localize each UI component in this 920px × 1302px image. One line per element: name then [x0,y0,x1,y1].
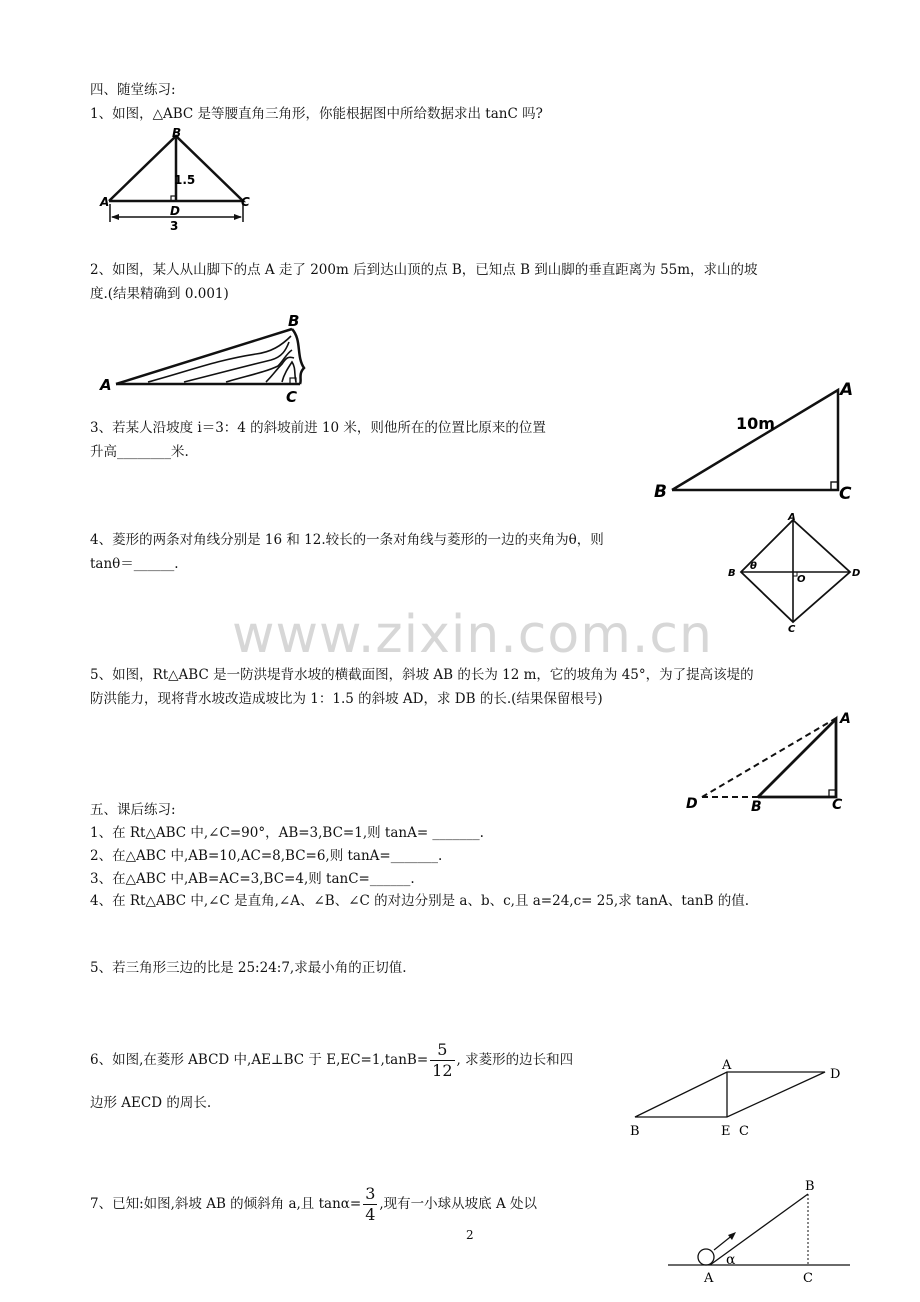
fig6-label-d: D [830,1067,841,1082]
figure-isosceles-triangle [100,124,260,234]
fig4-label-o: O [797,574,806,585]
q4-4-text-line1: 4、菱形的两条对角线分别是 16 和 12.较长的一条对角线与菱形的一边的夹角为θ，则 [90,532,604,548]
q4-1-text: 1、如图，△ABC 是等腰直角三角形，你能根据图中所给数据求出 tanC 吗? [90,106,543,122]
q5-4-text: 4、在 Rt△ABC 中,∠C 是直角,∠A、∠B、∠C 的对边分别是 a、b、c,且 a=24,c= 25,求 tanA、tanB 的值. [90,893,750,909]
fig5-label-b: B [751,799,762,815]
tanb-denominator: 12 [432,1061,453,1080]
q5-2-text: 2、在△ABC 中,AB=10,AC=8,BC=6,则 tanA=_______. [90,848,443,864]
fig1-label-c: C [241,195,250,209]
fig3-label-a: A [840,380,854,400]
fig5-label-a: A [840,711,851,727]
fig3-label-b: B [654,482,667,502]
q5-7-pre: 7、已知:如图,斜坡 AB 的倾斜角 a,且 tanα= [90,1196,362,1212]
q4-4-text-line2: tanθ＝______. [90,556,179,572]
fig2-label-b: B [288,312,300,330]
fig2-label-c: C [286,388,298,406]
fig4-label-c: C [788,624,796,635]
q4-5-text-line1: 5、如图，Rt△ABC 是一防洪堤背水坡的横截面图，斜坡 AB 的长为 12 m，它的坡角为 45°，为了提高该堤的 [90,667,754,683]
figure-dam-slope [680,705,860,820]
fig5-label-c: C [832,797,843,813]
tanb-fraction [430,1040,454,1081]
fig4-label-theta: θ [750,561,757,572]
figure-rhombus-abcd [622,1052,852,1142]
q5-6-post: , 求菱形的边长和四 [456,1052,574,1068]
fig4-label-a: A [788,512,796,523]
figure-mountain-slope [96,310,316,405]
q5-7-post: ,现有一小球从坡底 A 处以 [379,1196,538,1212]
fig6-label-c: C [739,1124,749,1139]
q5-5-text: 5、若三角形三边的比是 25:24:7,求最小角的正切值. [90,960,407,976]
section4-title: 四、随堂练习: [90,82,176,98]
fig7-label-b: B [805,1179,815,1194]
fig7-label-a: A [704,1271,714,1286]
fig1-base-label: 3 [170,219,179,233]
q4-5-text-line2: 防洪能力，现将背水坡改造成坡比为 1：1.5 的斜坡 AD，求 DB 的长.(结果保留根号) [90,691,603,707]
tanalpha-numerator: 3 [365,1184,376,1203]
fig1-label-b: B [172,126,182,140]
q5-7-text-line1 [90,1180,537,1228]
section5-title: 五、课后练习: [90,802,176,818]
figure-rhombus [722,508,872,638]
fig6-label-e: E [721,1124,731,1139]
figure-slope-triangle [650,375,870,510]
q4-3-text-line1: 3、若某人沿坡度 i＝3：4 的斜坡前进 10 米，则他所在的位置比原来的位置 [90,420,546,436]
q4-3-text-line2: 升高________米. [90,444,189,460]
fig1-height-label: 1.5 [174,173,196,187]
fig2-label-a: A [100,376,112,394]
q5-6-pre: 6、如图,在菱形 ABCD 中,AE⊥BC 于 E,EC=1,tanB= [90,1052,429,1068]
fig4-label-b: B [728,568,736,579]
q5-1-text: 1、在 Rt△ABC 中,∠C=90°，AB=3,BC=1,则 tanA= _______. [90,825,484,841]
page-number: 2 [466,1228,474,1242]
q4-2-text-line2: 度.(结果精确到 0.001) [90,286,229,302]
tanalpha-denominator: 4 [365,1205,376,1224]
fig6-label-b: B [630,1124,640,1139]
fig1-label-d: D [170,204,180,218]
fig4-label-d: D [852,568,861,579]
fig7-label-c: C [803,1271,813,1286]
watermark: www.zixin.com.cn [232,605,713,665]
fig3-label-c: C [839,484,852,504]
tanalpha-fraction [363,1184,377,1225]
tanb-numerator: 5 [430,1040,454,1061]
fig5-label-d: D [686,796,698,812]
q4-2-text-line1: 2、如图，某人从山脚下的点 A 走了 200m 后到达山顶的点 B，已知点 B 到山脚的垂直距离为 55m，求山的坡 [90,262,758,278]
fig7-label-alpha: α [726,1252,736,1268]
figure-incline-ball [664,1172,854,1287]
fig3-hyp-label: 10m [736,414,775,433]
q5-6-text-line1 [90,1036,573,1084]
fig1-label-a: A [100,195,110,209]
q5-3-text: 3、在△ABC 中,AB=AC=3,BC=4,则 tanC=______. [90,871,415,887]
q5-6-text-line2: 边形 AECD 的周长. [90,1095,212,1111]
fig6-label-a: A [722,1058,732,1073]
